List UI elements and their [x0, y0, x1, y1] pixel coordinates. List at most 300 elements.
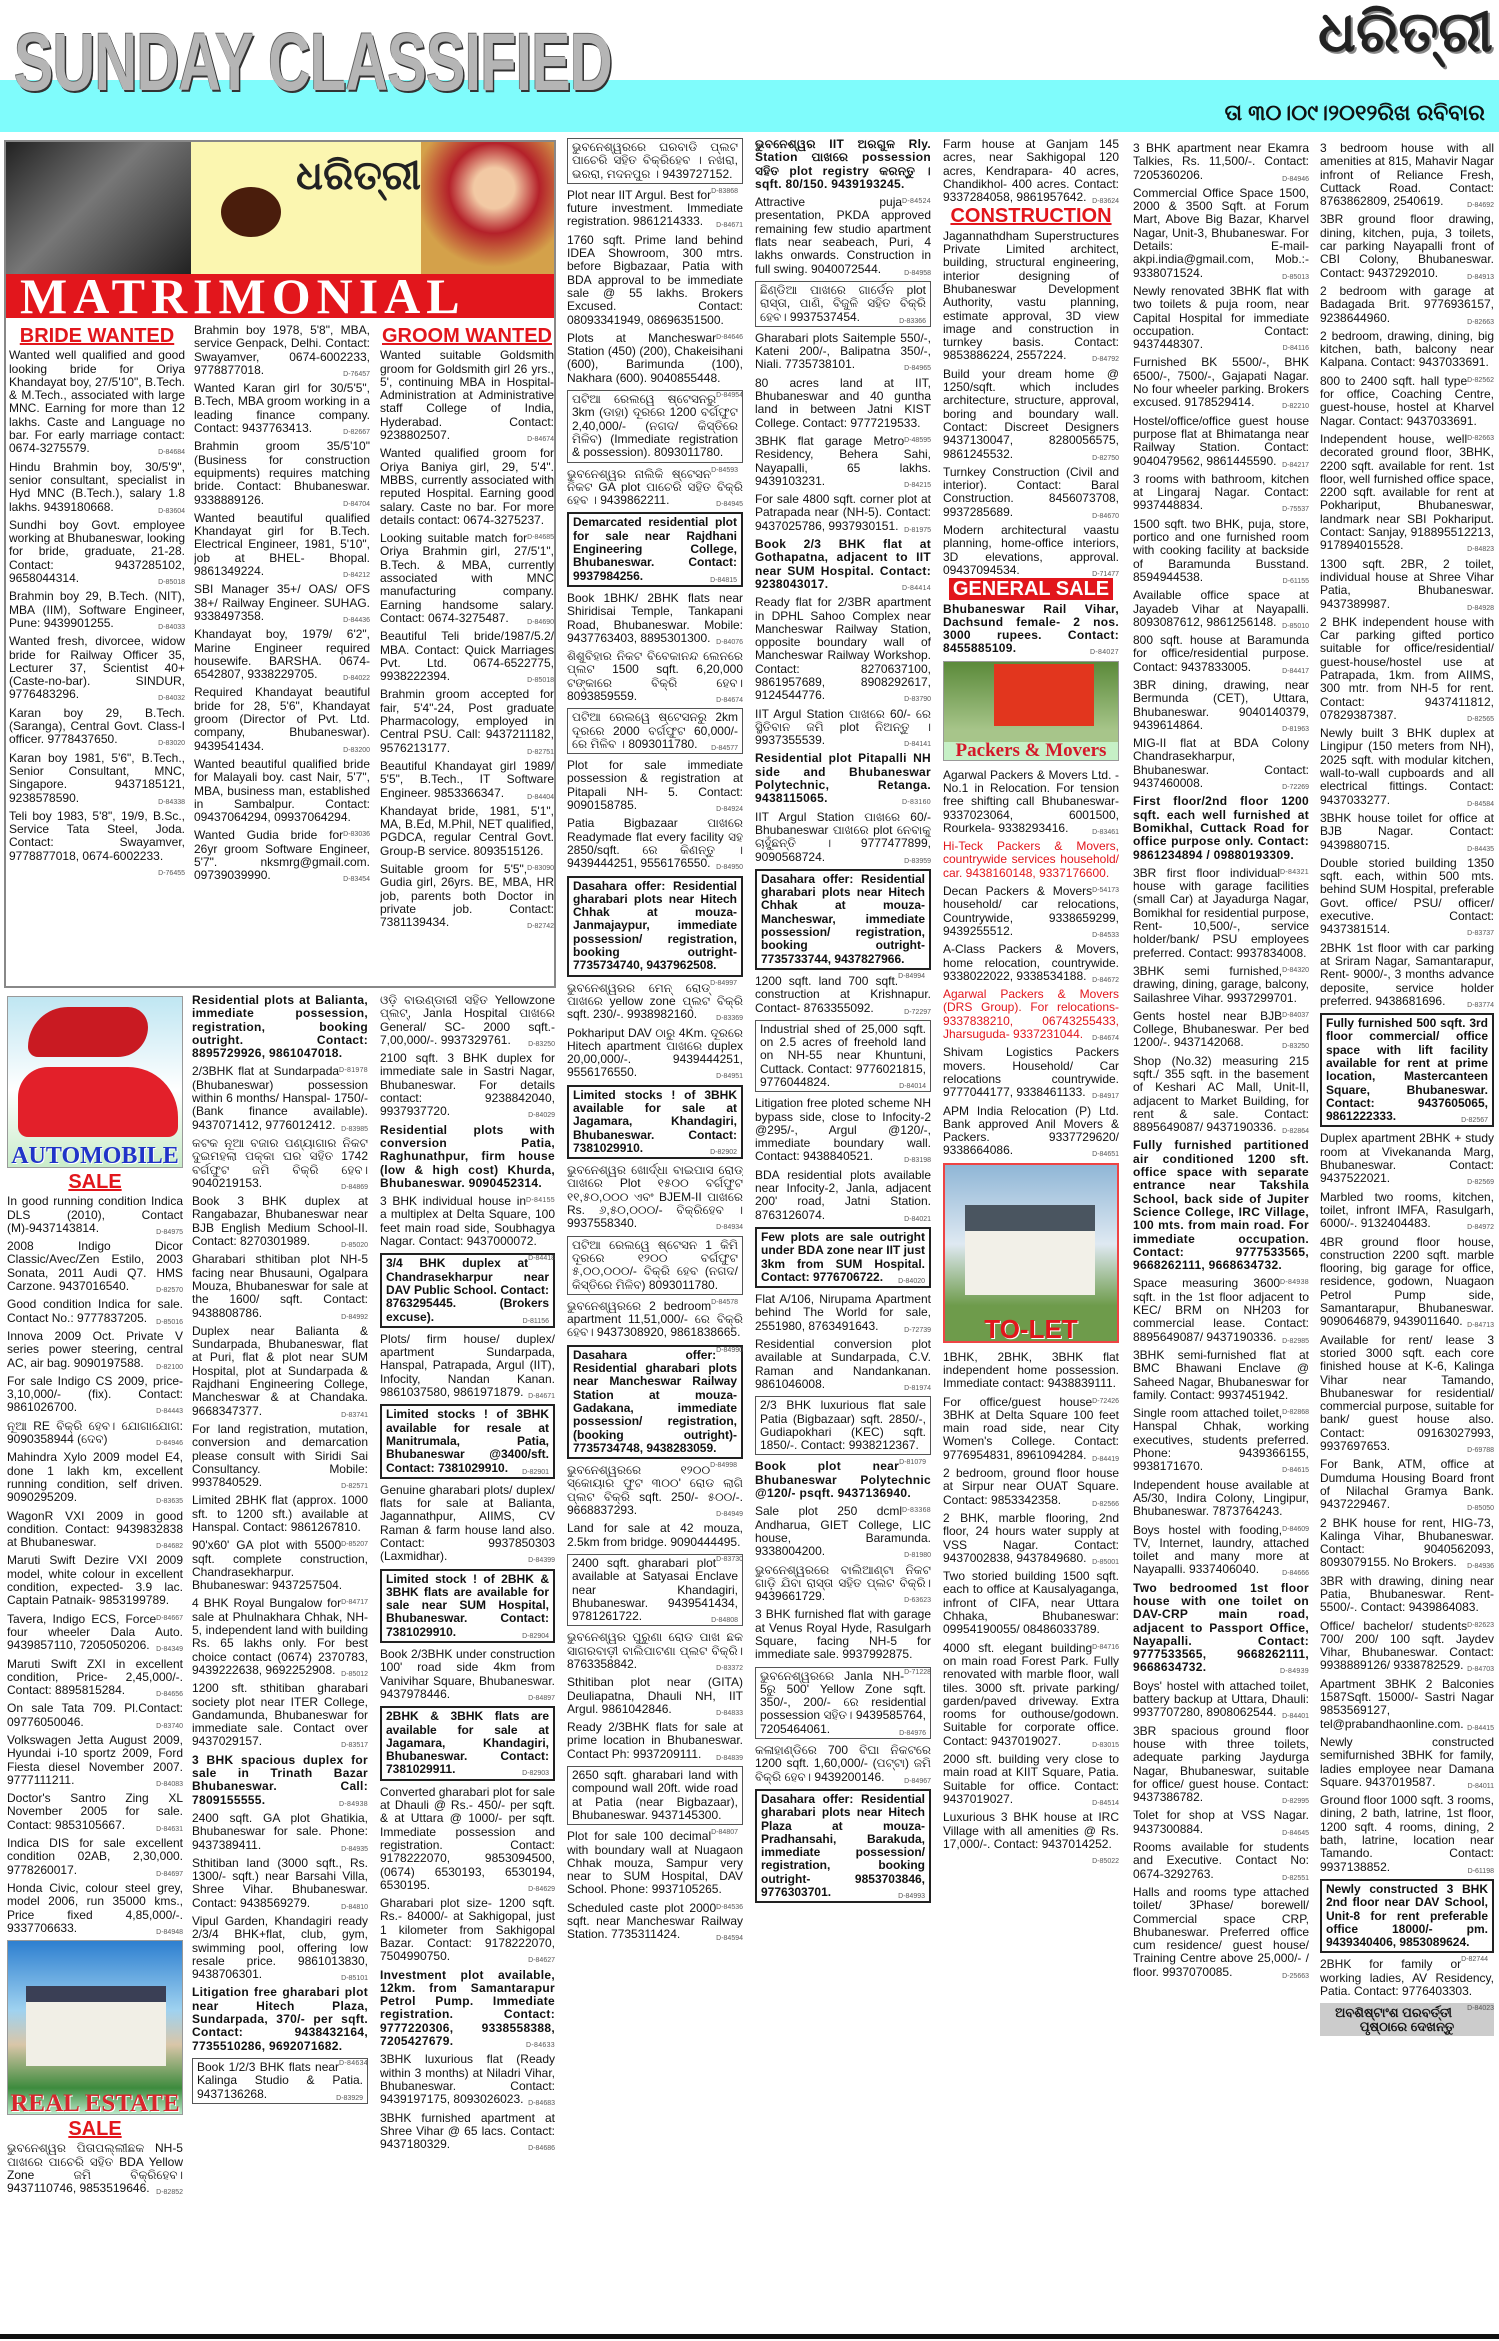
ad-text: Rooms available for students and Executive. Contact No: 0674-3292763. — [1133, 1840, 1309, 1881]
ad-text: First floor/2nd floor 1200 sqft. each well furnished at Bomikhal, Cuttack Road for office purpose only. Contact: 9861234894 / 09880193309. — [1133, 794, 1309, 862]
ad-text: Few plots are sale outright under BDA zone near IIT just 3km from SUM Hospital. Contact: 9776706722. — [761, 1229, 925, 1284]
ad-text: For office/guest house 3BHK at Delta Square 100 feet main road side, near City Women's College. Contact: 9776954831, 8961094284. — [943, 1394, 1119, 1462]
ad-text: Sthitiban land (3000 sqft., Rs. 1300/- sqft.) near Barsahi Villa, Shree Vihar. Bhubaneswar. Contact: 9438569279. — [192, 1855, 368, 1910]
ad-text: Fully furnished partitioned air conditioned 1200 sft. office space with separate entrance near Takshila School, back side of Jupiter Science College, IRC Village, 100 mts. from main road. For immediate occupation. Contact: 9777533565, 9668262111, 9668634732. — [1133, 1138, 1309, 1273]
ad-code: D-83020 — [158, 740, 185, 748]
ad-code: D-81980 — [904, 1552, 931, 1560]
ad-text: Residential plots with conversion Patia, Raghunathpur, firm house (low & high cost) Khurda, Bhubaneswar. 9090452314. — [380, 1122, 555, 1190]
ad-text: Residential plots at Balianta, immediate possession, registration, booking outright. Contact: 8895729926, 9861047018. — [192, 994, 368, 1061]
ad-code: D-84027 — [1090, 649, 1119, 657]
classified-ad — [943, 1569, 1119, 1651]
ad-code: D-84401 — [1282, 1713, 1309, 1721]
classified-ad — [9, 707, 185, 747]
ad-code: D-82567 — [1461, 1117, 1488, 1125]
ad-text: ଶିଶୁବିହାର ନିକଟ ବିବେକାନନ୍ଦ ଲେନରେ ପ୍ଲଟ 1500 sqft. 6,20,000 ଟଙ୍କାରେ ବିକ୍ରି ହେବ। 8093859559. — [567, 649, 743, 703]
ad-text: ଭୁବନେଶ୍ୱରର ମେନ୍ ରୋଡ୍ ପାଖରେ yellow zone ପ୍ଲଟ ବିକ୍ରି sqft. 230/-. 9938982160. — [567, 980, 743, 1022]
ad-text: 3BHK luxurious flat (Ready within 3 months) at Niladri Vihar, Bhubaneswar. Contact: 9439197175, 8093026023. — [380, 2052, 555, 2107]
ad-text: 800 to 2400 sqft. hall type for office, Coaching Centre, guest-house, hostel at Kharvel Nagar. Contact: 9437033691. — [1320, 373, 1494, 428]
classified-ad — [192, 1137, 368, 1190]
ad-code: D-84976 — [899, 1729, 926, 1737]
ad-code: D-84935 — [341, 1845, 368, 1853]
classified-ad — [1133, 634, 1309, 674]
ad-text: 2 BHK independent house with Car parking gifted portico suitable for office/residential/ guest-house/hostel use at Patrapada, 1km. from AIIMS, 300 mtr. from NH-5 for rent. Contact: 9437411812, 07829387387. — [1320, 614, 1494, 722]
classified-ad — [1320, 285, 1494, 325]
ad-code: D-84418 — [528, 1255, 555, 1263]
classified-ad — [1320, 1794, 1494, 1874]
classified-ad — [7, 1330, 183, 1370]
classified-ad — [567, 1085, 743, 1159]
ad-code: D-84594 — [716, 1935, 743, 1943]
ad-code: D-84917 — [1092, 1093, 1119, 1101]
classified-ad — [567, 650, 743, 703]
classified-ad — [380, 1484, 555, 1564]
classified-ad — [7, 2142, 183, 2195]
ad-text: ଓଡ଼ି ବାଉଣ୍ଡାରୀ ସହିତ Yellowzone ପ୍ଲଟ୍, Janla Hospital ପାଖରେ General/ SC- 2000 sqft.- 7,00,000/-. 9937329761. — [380, 994, 555, 1047]
ad-code: D-83015 — [1092, 1741, 1119, 1749]
section-heading-label: SALE — [68, 2118, 122, 2141]
classified-ad — [192, 1325, 368, 1418]
ad-code: D-85016 — [156, 1318, 183, 1326]
ad-code: D-83740 — [156, 1722, 183, 1730]
ad-text: Wanted fresh, divorcee, widow bride for Railway Officer 35, Lecturer 37, Scientist 40+ (Caste-no-bar). SINDUR, 9776483296. — [9, 634, 185, 702]
car-icon — [18, 1067, 178, 1137]
section-heading — [7, 2118, 183, 2141]
ad-text: Wanted qualified groom for Oriya Baniya girl, 29, 5'4". MBBS, currently associated with reputed Hospital. Earning good salary. Caste no bar. For more details contact: 0674-3275237. — [380, 446, 554, 527]
continued-notice: ଅବଶିଷ୍ଟାଂଶ ପରବର୍ତ୍ତୀ ପୃଷ୍ଠାରେ ଦେଖନ୍ତୁ — [1320, 2003, 1494, 2036]
ad-code: D-81974 — [904, 1384, 931, 1392]
ad-text: Agarwal Packers & Movers (DRS Group). For relocations- 9337838210, 06743255433, Jharsuguda- 9337231044. — [943, 987, 1119, 1042]
ad-text: Required Khandayat beautiful bride for 28, 5'6", Khandayat groom (Director of Pvt. Ltd. company, Bhubaneswar). 9439541434. — [194, 685, 370, 753]
ad-code: D-82744 — [1461, 1956, 1488, 1964]
classified-ad — [1320, 812, 1494, 852]
ad-code: D-84998 — [710, 1462, 737, 1470]
ad-text: 1300 sqft. 2BR, 2 toilet, individual house at Shree Vihar Patia, Bhubaneswar. 9437389987. — [1320, 556, 1494, 611]
classified-ad — [7, 1553, 183, 1622]
classified-ad — [943, 943, 1119, 983]
classified-ad — [755, 493, 931, 533]
ad-text: 1BHK, 2BHK, 3BHK flat independent home possession. Immediate contact: 9438839111. — [943, 1349, 1119, 1391]
ad-text: Residential plot Pitapalli NH side and Bhubaneswar Polytechnic, Retanga. 9438115065. — [755, 751, 931, 806]
classified-ad — [943, 1349, 1119, 1405]
ad-text: ପଟିଆ ରେଲୱେ ଷ୍ଟେସନ 1 କିମି ଦୂରରେ ୧୨୦୦ ବର୍ଗଫୁଟ ୫,୦୦,୦୦୦/- ବିକ୍ରି ହେବ (ନଗଦ/ କିସ୍ତିରେ ମିଳିବ) 8093011780. — [572, 1237, 738, 1292]
ad-code: D-85013 — [1282, 273, 1309, 281]
column-7 — [1133, 142, 1309, 2332]
ad-code: D-83790 — [904, 696, 931, 704]
classified-ad — [194, 324, 370, 377]
ad-code: D-61198 — [1467, 1867, 1494, 1875]
ad-text: ଭୁବନେଶ୍ୱରରେ ବାଲିଆଣ୍ଟା ନିକଟ ଗାଡ଼ି ଯିବା ରାସ୍ତା ସହିତ ପ୍ଲଟ ବିକ୍ରି। 9439661729. — [755, 1562, 931, 1604]
ad-text: 3BR with drawing, dining near Patia, Bhubaneswar. Rent- 5500/-. Contact: 9439864083. — [1320, 1573, 1494, 1615]
classified-ad — [1320, 213, 1494, 279]
ad-text: Halls and rooms type attached toilet/ 3Phase/ borewell/ Commercial space CRP, Bhubaneswar. Preferred office cum residence/ guest house/ Training Centre above 25,000/- / floor. 9937070085. — [1133, 1884, 1309, 1979]
ad-text: Newly constructed semifurnished 3BHK for family, ladies employee near Damana Square. 9437019587. — [1320, 1734, 1494, 1789]
ad-text: Plot for sale 100 decimal with boundary wall at Nuagaon Chhak mouza, Sampur very near to SUM Hospital, DAV School. Phone: 9937105265. — [567, 1829, 743, 1897]
ad-text: Innova 2009 Oct. Private V series power steering, central AC, air bag. 9090197588. — [7, 1328, 183, 1370]
classified-ad — [1320, 1678, 1494, 1731]
classified-ad — [380, 1786, 555, 1892]
ad-text: Teli boy 1983, 5'8", 19/9, B.Sc., Service Tata Steel, Joda. Contact: Swayamver, 9778877018, 0674-6002233. — [9, 808, 185, 863]
ad-text: ପଟିଆ ରେଲୱେ ଷ୍ଟେସନରୁ 3km (ଡାହା) ଦୂରରେ 1200 ବର୍ଗଫୁଟ 2,40,000/- (ନଗଦ/ କିସ୍ତିରେ ମିଳିବ) (Immediate registration & possession). 8093011780. — [572, 392, 738, 460]
ad-code: D-85101 — [341, 1975, 368, 1983]
ad-code: D-84992 — [341, 1313, 368, 1321]
ad-text: Residential conversion plot available at Sundarpada, C.V. Raman and Nandankanan. 9861046008. — [755, 1337, 931, 1391]
ad-code: D-84939 — [1280, 1668, 1309, 1676]
ad-text: 2 bedroom with garage at Badagada Brit. 9776936157, 9238644960. — [1320, 283, 1494, 325]
ad-code: D-84993 — [898, 1893, 925, 1901]
ad-code: D-84533 — [1092, 931, 1119, 939]
classified-ad — [755, 811, 931, 864]
ad-text: 1200 sft. sthitiban gharabari society plot near ITER College, Gandamunda, Bhubaneswar for immediate sale. Contact over 9437029157. — [192, 1681, 368, 1749]
classified-ad — [755, 869, 931, 980]
ad-code: D-84671 — [528, 1393, 555, 1401]
ad-code: D-83366 — [899, 317, 926, 325]
classified-ad — [1320, 1458, 1494, 1511]
classified-ad — [755, 1789, 931, 1903]
classified-ad — [755, 1338, 931, 1391]
ad-code: D-54173 — [1092, 887, 1119, 895]
ad-text: 2000 sft. building very close to main road at KIIT Square, Patia. Suitable for office. Contact: 9437019027. — [943, 1752, 1119, 1806]
ad-code: D-84965 — [904, 365, 931, 373]
ad-code: D-76455 — [158, 869, 185, 877]
ad-code: D-84682 — [156, 1543, 183, 1551]
ad-text: 80 acres land at IIT, Bhubaneswar and 40 guntha land in between Jatni KIST College. Contact: 9777219533. — [755, 375, 931, 430]
ad-code: D-84399 — [528, 1557, 555, 1565]
classified-ad — [567, 1676, 743, 1716]
ad-text: Patia Bigbazaar ପାଖରେ Readymade flat every facility ସହ 2850/sqft. ରେ କିଣନ୍ତୁ । 9439444251, 9556176550. — [567, 816, 743, 871]
ad-text: 2650 sqft. gharabari land with compound wall 20ft. wide road at Patia (near Bigbazaar), Bhubaneswar. 9437145300. — [572, 1768, 738, 1822]
classified-ad — [1133, 473, 1309, 513]
classified-ad — [380, 760, 554, 800]
section-heading — [9, 325, 185, 347]
classified-ad — [1320, 1736, 1494, 1789]
ad-text: ଭୁବନେଶ୍ୱରରେ Janla NH-5ରୁ 500' Yellow Zone sqft. 350/-, 200/- ରେ residential possession ସହିତ। 9439585764, 7205464061. — [760, 1668, 926, 1736]
classified-ad — [380, 2112, 555, 2152]
classified-ad — [1320, 1013, 1494, 1127]
ad-code: D-81156 — [522, 1317, 549, 1325]
ad-text: Wanted Gudia bride for 26yr groom Software Engineer, 5'7". nksmrg@gmail.com. 09739039990. — [194, 828, 370, 883]
ad-text: BDA residential plots available near Infocity-2, Janla, adjacent 200' road, Jatni Station. 8763126074. — [755, 1167, 931, 1222]
ad-code: D-84633 — [526, 2042, 555, 2050]
ad-code: D-82570 — [156, 1287, 183, 1295]
ad-code: D-84938 — [1280, 1279, 1309, 1287]
ad-code: D-84967 — [904, 1777, 931, 1785]
classified-ad — [1133, 1055, 1309, 1135]
ad-code: D-84215 — [904, 481, 931, 489]
ad-code: D-84014 — [899, 1083, 926, 1090]
ad-code: D-84435 — [1467, 845, 1494, 853]
ad-text: Turnkey Construction (Civil and interior). Contact: Baral Construction. 8456073708, 9937285689. — [943, 464, 1119, 519]
bride-photo — [421, 142, 554, 274]
classified-ad — [755, 708, 931, 748]
ad-text: 2 BHK, marble flooring, 2nd floor, 24 hours water supply at VSS Nagar. Contact: 9437002838, 9437849680. — [943, 1510, 1119, 1565]
classified-ad — [567, 1345, 743, 1470]
ad-text: 3BR dining, drawing, near Bermunda (CET), Uttara, Bhubaneswar. 9040140379, 9439614864. — [1133, 677, 1309, 732]
ad-code: D-84934 — [716, 1224, 743, 1232]
classified-ad — [1320, 1132, 1494, 1185]
ad-text: Wanted beautiful qualified bride for Malayali boy. cast Nair, 5'7", MBA, business man, established in Sambalpur. Contact: 09437064294, 09937064294. — [194, 756, 370, 825]
ad-code: D-84717 — [341, 1599, 368, 1607]
ad-text: 4000 sft. elegant building on main road Forest Park. Fully renovated with marble floor, wall tiles. 3000 sft. private parking/ garden/paved driveway. Extra rooms for outhouse/godown. Suitable for corporate office. Contact: 9437019027. — [943, 1640, 1119, 1748]
ad-code: D-84212 — [343, 572, 370, 580]
ad-text: Tolet for shop at VSS Nagar. 9437300884. — [1133, 1808, 1309, 1836]
classified-ad — [9, 635, 185, 701]
ad-text: ଭୁବନେଶ୍ୱର IIT ଅରଗୁଳ Rly. Station ପାଖରେ possession ସହିତ plot registry କରନ୍ତୁ । sqft. 80/150. 9439193245. — [755, 138, 931, 191]
ad-code: D-84823 — [1467, 546, 1494, 554]
section-heading-label: GENERAL SALE — [949, 578, 1113, 600]
classified-ad — [192, 1423, 368, 1489]
ad-text: APM India Relocation (P) Ltd. Bank approved Anil Movers & Packers. 9337729620/ 9338664086. — [943, 1103, 1119, 1158]
ad-text: Tavera, Indigo ECS, Force four wheeler Dala Auto. 9439857110, 7205050206. — [7, 1611, 183, 1653]
classified-ad — [7, 1195, 183, 1235]
matrimonial-section — [4, 140, 556, 988]
ad-text: Shivam Logistics Packers movers. Household/ Car relocations countrywide. 9777044177, 9338461133. — [943, 1045, 1119, 1100]
ad-code: D-84609 — [1282, 1525, 1309, 1533]
ad-code: D-84949 — [716, 1511, 743, 1519]
ad-code: D-84683 — [528, 2100, 555, 2108]
ad-text: Dasahara offer: Residential gharabari plots near Hitech Chhak at mouza- Janmajaypur, immediate possession/ registration, booking outright- 7735734740, 9437962508. — [573, 878, 737, 973]
classified-ad — [192, 1754, 368, 1807]
classified-ad — [567, 232, 743, 341]
section-heading — [380, 325, 554, 347]
ad-code: D-81978 — [339, 1067, 368, 1075]
ad-text: ଭୁବନେଶ୍ୱର ପୁରୁଣା ରୋଡ ପାଖ ଛକ ସାଗରବାଡ଼ୀ ବାଲିପାଟଣା ପ୍ଲଟ ବିକ୍ରି। 8763358842. — [567, 1630, 743, 1671]
classified-ad — [1133, 1886, 1309, 1979]
classified-ad — [567, 1631, 743, 1671]
classified-ad — [380, 532, 554, 625]
ad-text: ଭୁବନେଶ୍ୱର ନାଲିକି ଷ୍ଟେସନ ନିକଟ GA plot ପାଚେରି ସହିତ ବିକ୍ରି ହେବ । 9439862211. — [567, 466, 743, 508]
classified-ad — [380, 2053, 555, 2106]
ad-code: D-83730 — [716, 1555, 743, 1563]
classified-ad — [755, 1396, 931, 1467]
classified-ad — [194, 382, 370, 435]
ad-text: Gharabari sthitiban plot NH-5 facing near Bhusauni, Ogalpara Mouza, Bhubaneswar for sale at the 1600/ sqft. Contact: 9438808786. — [192, 1252, 368, 1320]
ad-code: D-85207 — [341, 1541, 368, 1549]
tolet-label: TO-LET — [984, 1314, 1078, 1343]
classified-ad — [7, 1510, 183, 1550]
classified-ad — [9, 590, 185, 630]
ad-text: Suitable groom for 5'5", Gudia girl, 26yrs. BE, MBA, HR job, parents both Doctor in private job. Contact: 7381139434. — [380, 861, 554, 930]
matrimonial-banner — [6, 142, 554, 318]
ad-code: D-84713 — [1467, 1322, 1494, 1330]
ad-text: 2/3BHK flat at Sundarpada (Bhubaneswar) possession within 6 months/ Hanspal- 1750/- (Bank finance available). 9437071412, 9776012412. — [192, 1064, 368, 1132]
house-icon — [26, 1986, 166, 2066]
section-heading-label: CONSTRUCTION — [950, 205, 1112, 228]
ad-text: ଛିଣ୍ଡିଆ ପାଖରେ ଗାର୍ଡେନ plot ରାସ୍ତା, ପାଣି, ବିଜୁଳି ସହିତ ବିକ୍ରି ହେବ। 9937537454. — [760, 282, 926, 324]
ad-text: 3 BHK individual house in a multiplex at Delta Square, 100 feet main road side, Soubhagya Nagar. Contact: 9437000072. — [380, 1194, 555, 1249]
classified-ad — [567, 708, 743, 754]
classified-ad — [380, 1969, 555, 2049]
ad-text: Karan boy 29, B.Tech. (Saranga), Central Govt. Class-I officer. 9778437650. — [9, 705, 185, 747]
bottom-rule — [0, 2334, 1499, 2339]
ad-text: 2400 sqft. gharabari plot available at Satyasai Enclave near Khandagiri, Bhubaneswar. 9439541434, 9781261722. — [572, 1555, 738, 1624]
ad-code: D-85018 — [158, 579, 185, 587]
ad-code: D-84667 — [156, 1614, 183, 1622]
classified-ad — [755, 596, 931, 702]
ad-text: 2BHK & 3BHK flats are available for sale at Jagamara, Khandagiri, Bhubaneswar. Contact: 7381029911. — [386, 1709, 549, 1777]
ad-text: Maruti Swift Dezire VXI 2009 model, white colour in excellent condition, expected- 3.9 lac. Captain Patnaik- 9853199789. — [7, 1553, 183, 1608]
ad-code: D-84833 — [716, 1709, 743, 1717]
ad-text: 3BHK furnished apartment at Shree Vihar @ 65 lacs. Contact: 9437180329. — [380, 2110, 555, 2152]
classified-ad — [9, 349, 185, 455]
packers-image — [943, 661, 1119, 761]
ad-text: Dasahara offer: Residential gharabari plots near Hitech Plaza at mouza- Pradhansahi, Barakuda, immediate possession/ registration, booking outright- 9853703846, 9776303701. — [761, 1791, 925, 1900]
ad-text: Good condition Indica for sale. Contact No.: 9777837205. — [7, 1297, 183, 1325]
classified-ad — [1320, 727, 1494, 807]
classified-ad — [567, 512, 743, 586]
ad-code: D-84810 — [341, 1903, 368, 1911]
ad-code: D-84997 — [710, 979, 737, 987]
ad-code: D-69788 — [1467, 1447, 1494, 1455]
classified-ad — [380, 446, 554, 542]
ad-text: Khandayat bride, 1981, 5'1", MA, B.Ed, M.Phil, NET qualified, PGDCA, regular Central Govt. Group-B service. 8093515126. — [380, 803, 554, 858]
ad-code: D-83929 — [336, 2094, 363, 2102]
classified-ad — [192, 1493, 368, 1549]
ad-text: Wanted Karan girl for 30/5'5", B.Tech, MBA groom working in a leading finance company. Contact: 9437763413. — [194, 381, 370, 436]
ad-text: 3BHK flat garage Metro Residency, Behera Sahi, Nayapalli, 65 lakhs. 9439103231. — [755, 433, 931, 488]
ad-code: D-85018 — [527, 677, 554, 685]
classified-ad — [755, 1169, 931, 1222]
ad-text: Litigation free ploted scheme NH bypass side, close to Infocity-2 @295/-, Argul @120/-, immediate boundary wall. Contact: 9438840521. — [755, 1096, 931, 1164]
classified-ad — [567, 138, 743, 195]
ad-code: D-84946 — [156, 1440, 183, 1448]
classified-ad — [192, 1195, 368, 1248]
classified-ad — [567, 1766, 743, 1837]
classified-ad — [1133, 1138, 1309, 1287]
ad-text: Attractive puja presentation, PKDA approved remaining few studio apartment flats near seabeach, Puri, 4 lakhs onwards. Construction in full swing. 9040072544. — [755, 195, 931, 276]
ad-code: D-84022 — [343, 675, 370, 683]
ad-code: D-85050 — [1467, 1505, 1494, 1513]
classified-ad — [1320, 558, 1494, 611]
ad-text: Wanted beautiful qualified Khandayat girl for B.Tech. Electrical Engineer, 1981, 5'10", job at BHEL- Bhopal. 9861349224. — [194, 510, 370, 579]
ad-code: D-84946 — [1282, 175, 1309, 183]
ad-code: D-84577 — [711, 744, 738, 752]
ad-code: D-84033 — [158, 623, 185, 631]
ad-text: Newly renovated 3BHK flat with two toilets & puja room, near Capital Hospital for immediate occupation. Contact: 9437448307. — [1133, 283, 1309, 352]
ad-code: D-84615 — [1282, 1467, 1309, 1475]
ad-code: D-83517 — [341, 1742, 368, 1750]
classified-ad — [755, 1293, 931, 1333]
classified-ad — [194, 686, 370, 752]
ad-text: ଭୁବନେଶ୍ୱର ଖୋର୍ଦ୍ଧା ବାଇପାସ ରୋଡ୍ ପାଖରେ Plot ୧୫୦୦ ବର୍ଗଫୁଟ ୧୧,୫୦,୦୦୦ ଏବଂ BJEM-II ପାଖରେ Rs. ୬,୫୦,୦୦୦/- ବିକ୍ରିହେବ । 9937558340. — [567, 1163, 743, 1231]
ad-code: D-83372 — [716, 1664, 743, 1672]
classified-ad — [380, 688, 554, 754]
ad-code: D-84990 — [716, 1346, 743, 1354]
ad-text: Marbled two rooms, kitchen, toilet, infront IMFA, Rasulgarh, 6000/-. 9132404483. — [1320, 1189, 1494, 1231]
classified-ad — [1320, 942, 1494, 1008]
ad-code: D-82751 — [527, 748, 554, 756]
ad-text: Decan Packers & Movers household/ car relocations, Countrywide, 9338659299, 9439255512. — [943, 884, 1119, 938]
ad-text: Plots at Mancheswar Station (450) (200), Chakeisihani (600), Barimunda (100), Nakhara (600). 9040855448. — [567, 330, 743, 385]
ad-code: D-83868 — [711, 187, 738, 195]
ad-text: ଭୁବନେଶ୍ୱର ପିତାପଲ୍ଲୀଛକ NH-5 ପାଖରେ ପାଚେରି ସହିତ BDA Yellow Zone ଜମି ବିକ୍ରିହେବ। 9437110746, 9853519646. — [7, 2141, 183, 2196]
ad-text: 800 sqft. house at Baramunda for office/residential purpose. Contact: 9437833005. — [1133, 633, 1309, 674]
ad-text: 3 BHK furnished flat with garage at Venus Royal Hyde, Rasulgarh Square, facing NH-5 for immediate sale. 9937992875. — [755, 1607, 931, 1662]
ad-text: Shop (No.32) measuring 215 sqft./ 355 sqft. in the basement of Keshari AC Mall, Unit-II, adjacent to Market Building, for rent & sale. Contact: 8895649087/ 9437190336. — [1133, 1053, 1309, 1135]
ad-code: D-84536 — [716, 1903, 743, 1911]
ad-text: Demarcated residential plot for sale near Rajdhani Engineering College, Bhubaneswar. Contact: 9937984256. — [573, 515, 737, 583]
ad-text: Office/ bachelor/ students 700/ 200/ 100 sqft. Jaydev Vihar, Bhubaneswar. Contact: 9938889126/ 9338782529. — [1320, 1618, 1494, 1673]
ad-text: Agarwal Packers & Movers Ltd. - No.1 in Relocation. For tension free shifting call Bhubaneswar- 9337023064, 6001500, Rourkela- 9338293416. — [943, 767, 1119, 835]
ad-text: WagonR VXI 2009 in good condition. Contact: 9439832838 at Bhubaneswar. — [7, 1508, 183, 1550]
ad-text: Independent house available at A5/30, Indira Colony, Lingipur, Bhubaneswar. 7873764243. — [1133, 1477, 1309, 1519]
ad-code: D-85001 — [1092, 1558, 1119, 1566]
automobile-label: AUTOMOBILE — [11, 1142, 179, 1168]
ad-code: D-82903 — [522, 1770, 549, 1778]
ad-text: 3/4 BHK duplex at Chandrasekharpur near DAV Public School. Contact: 8763295445. (Brokers excuse). — [386, 1256, 549, 1324]
section-heading — [943, 205, 1119, 228]
classified-ad — [192, 1985, 368, 2067]
ad-code: D-84076 — [716, 638, 743, 646]
classified-ad — [1133, 285, 1309, 351]
ad-code: D-84994 — [898, 972, 925, 980]
classified-ad — [7, 1702, 183, 1729]
ad-text: Pokhariput DAV ଠାରୁ 4Km. ଦୂରରେ Hitech apartment ପାଖରେ duplex 20,00,000/-. 9439444251, 9556176550. — [567, 1025, 743, 1080]
ad-code: D-83090 — [527, 864, 554, 872]
ad-text: Sale plot 250 dcml Andharua, GIET College, LIC house, Baramunda. 9338004200. — [755, 1504, 931, 1559]
ad-text: 3BR first floor individual house with garage facilities (small Car) at Jayadurga Nagar, Bomikhal for residential purpose, Rent- 10,500/-, service holder/bank/ PSU employees preferred. Contact: 9937834008. — [1133, 865, 1309, 960]
ad-text: Brahmin groom 35/5'10" (Business for construction equipments) requires matching bride. Contact: Bhubaneswar. 9338889126. — [194, 439, 370, 507]
ad-code: D-84950 — [716, 864, 743, 872]
classified-ad — [1320, 1236, 1494, 1329]
ad-text: MIG-II flat at BDA Colony Chandrasekharpur, Bhubaneswar. Contact: 9437460008. — [1133, 736, 1309, 791]
ad-code: D-84671 — [716, 222, 743, 230]
ad-text: Book 2/3BHK under construction 100' road side 4km from Vanivihar Square, Bhubaneswar. 9437978446. — [380, 1647, 555, 1701]
ad-code: D-82864 — [1282, 1128, 1309, 1136]
ad-code: D-84815 — [710, 576, 737, 584]
column-4 — [567, 138, 743, 2332]
classified-ad — [380, 1052, 555, 1118]
ad-text: Book 1BHK/ 2BHK flats near Shiridisai Temple, Tankapani Road, Bhubaneswar. Mobile: 9437763403, 8895301300. — [567, 590, 743, 645]
ad-code: D-84808 — [711, 1617, 738, 1625]
classified-ad — [943, 1753, 1119, 1806]
ad-text: 3 bedroom house with all amenities at 815, Mahavir Nagar infront of Reliance Fresh, Cuttack Road. Contact: 8763862809, 2540619. — [1320, 142, 1494, 209]
classified-ad — [943, 1105, 1119, 1158]
ad-code: D-84692 — [1467, 202, 1494, 210]
ad-text: Fully furnished 500 sqft. 3rd floor commercial/ office space with lift facility available for rent at prime location, Mastercanteen Square, Bhubaneswar. Contact: 9437605065, 9861222333. — [1326, 1016, 1488, 1124]
ad-code: D-84938 — [339, 1800, 368, 1808]
ad-code: D-85022 — [1092, 1858, 1119, 1866]
ad-text: Scheduled caste plot 2000 sqft. near Mancheswar Railway Station. 7735311424. — [567, 1900, 743, 1942]
ad-code: D-84011 — [1467, 1782, 1494, 1790]
ad-code: D-84924 — [716, 806, 743, 814]
classified-ad — [194, 440, 370, 506]
classified-ad — [755, 281, 931, 327]
classified-ad — [192, 994, 368, 1075]
ad-code: D-83198 — [904, 1157, 931, 1165]
classified-ad — [1133, 1347, 1309, 1417]
column-8 — [1320, 142, 1494, 2332]
ad-code: D-72426 — [1092, 1397, 1119, 1405]
ad-text: Newly constructed 3 BHK 2nd floor near DAV School, Unit-8 for rent preferable office 18000/- pm. 9439340406, 9853089624. — [1326, 1881, 1488, 1950]
ad-code: D-84839 — [716, 1754, 743, 1762]
ad-code: D-72739 — [904, 1326, 931, 1334]
ad-text: Duplex near Balianta & Sundarpada, Bhubaneswar, flat at Puri, flat & plot near SUM Hospital, plot at Sundarpada & Rajdhani Engineering College, Mancheswar & at Chandaka. 9668347377. — [192, 1323, 368, 1418]
truck-icon — [994, 664, 1094, 726]
ad-code: D-84945 — [716, 501, 743, 509]
classified-ad — [567, 1164, 743, 1230]
ad-code: D-84634 — [339, 2059, 368, 2067]
classified-ad — [943, 769, 1119, 835]
ad-code: D-83368 — [902, 1507, 931, 1515]
ad-text: 2BHK 1st floor with car parking at Sriram Nagar, Samantarapur, Rent- 9000/-, 3 months advance deposite, service holder preferred. 9438681696. — [1320, 940, 1494, 1008]
classified-ad — [1320, 1517, 1494, 1570]
ad-code: D-82667 — [343, 429, 370, 437]
wedding-photo — [6, 142, 191, 274]
ad-text: Boys hostel with fooding, TV, Internet, laundry, attached toilet and many more at Nayapalli. 9337406040. — [1133, 1522, 1309, 1577]
classified-ad — [755, 538, 931, 591]
ad-code: D-84913 — [1467, 273, 1494, 281]
classified-ad — [192, 1857, 368, 1910]
